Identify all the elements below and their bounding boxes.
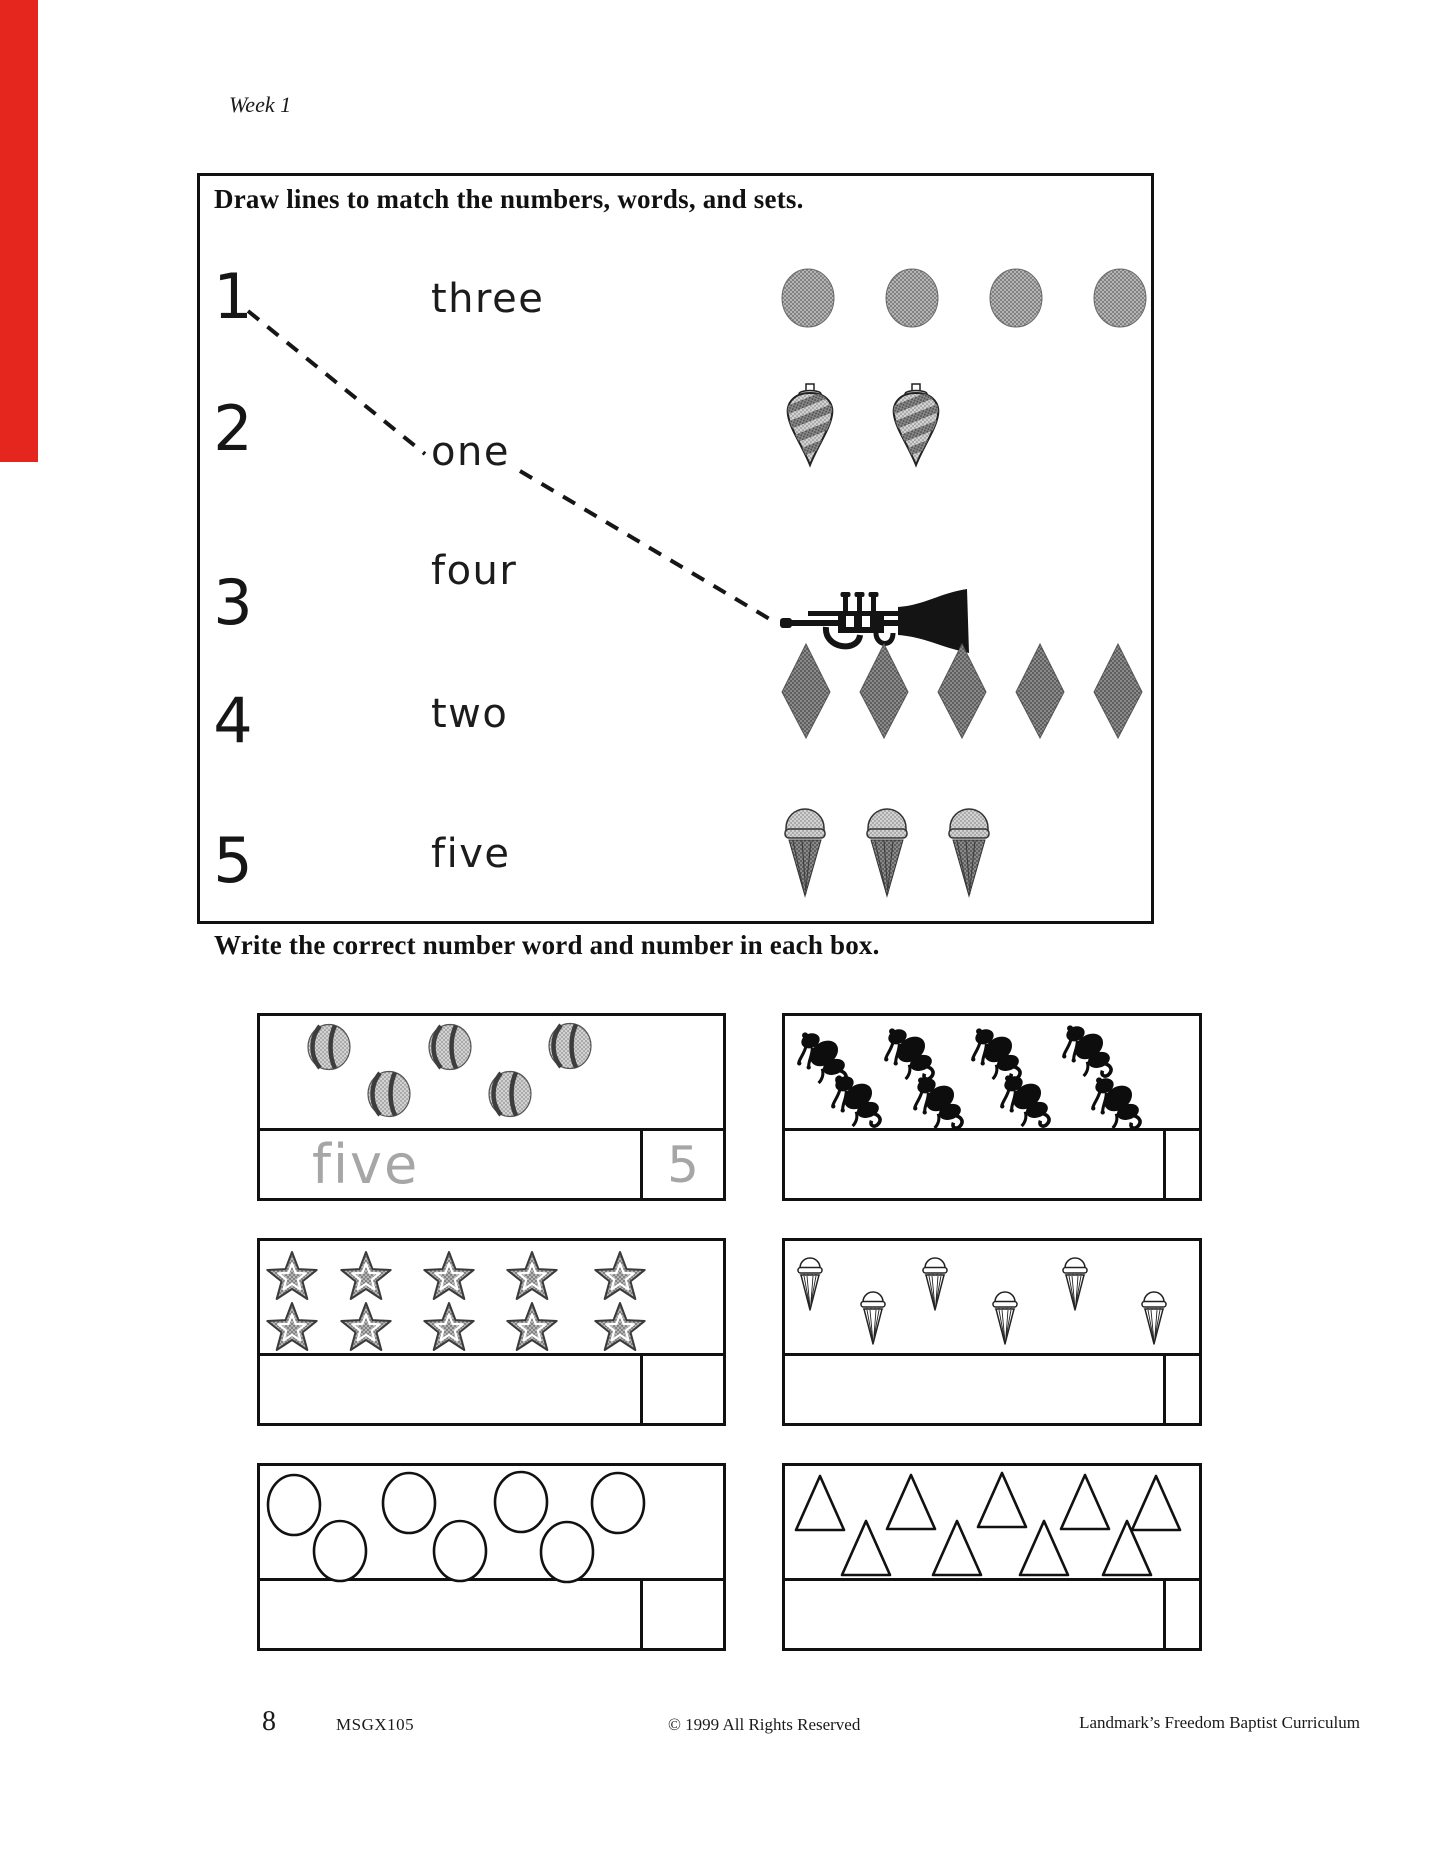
ball-icon: [988, 267, 1044, 329]
frog-icon: [1091, 1074, 1145, 1130]
set-icecreams[interactable]: [780, 796, 994, 900]
matching-section: [197, 173, 1154, 924]
answer-strip: [785, 1578, 1199, 1648]
star-icon: [422, 1250, 476, 1302]
count-box-circles: [257, 1463, 726, 1651]
frog-icon: [913, 1074, 967, 1130]
circle-icon: [380, 1470, 438, 1536]
objects-area-triangles: [785, 1466, 1199, 1578]
diamond-icon: [780, 642, 832, 740]
match-word-three[interactable]: three: [431, 276, 545, 322]
spinning-top-icon: [886, 383, 946, 469]
triangle-icon: [839, 1518, 893, 1578]
week-label: Week 1: [229, 92, 292, 117]
diamond-icon: [1014, 642, 1066, 740]
circle-icon: [589, 1470, 647, 1536]
ice-cream-cone-icon: [1062, 1254, 1088, 1312]
spinning-top-icon: [780, 383, 840, 469]
page-footer: [0, 1706, 1445, 1746]
baseball-icon: [487, 1070, 533, 1118]
ice-cream-cone-icon: [1141, 1288, 1167, 1346]
triangle-icon: [1100, 1518, 1154, 1578]
page-number: 8: [262, 1706, 276, 1737]
baseball-icon: [427, 1023, 473, 1071]
count-box-stars: [257, 1238, 726, 1426]
answer-strip: [785, 1128, 1199, 1198]
frog-icon: [884, 1025, 938, 1081]
traced-word-answer: five: [312, 1132, 420, 1196]
ice-cream-cone-icon: [992, 1288, 1018, 1346]
match-number-5[interactable]: 5: [213, 824, 253, 897]
star-icon: [265, 1250, 319, 1302]
count-box-baseballs: [257, 1013, 726, 1201]
ice-cream-cone-icon: [922, 1254, 948, 1312]
objects-area-icecreams: [785, 1241, 1199, 1353]
objects-area-frogs: [785, 1016, 1199, 1128]
set-spinning-tops[interactable]: [780, 383, 946, 469]
copyright-text: © 1999 All Rights Reserved: [668, 1715, 861, 1734]
matching-title: Draw lines to match the numbers, words, and sets.: [214, 184, 804, 214]
diamond-icon: [936, 642, 988, 740]
triangle-icon: [930, 1518, 984, 1578]
star-icon: [593, 1301, 647, 1353]
star-icon: [505, 1301, 559, 1353]
match-number-1[interactable]: 1: [213, 260, 253, 333]
star-icon: [265, 1301, 319, 1353]
match-number-4[interactable]: 4: [213, 684, 253, 757]
match-number-3[interactable]: 3: [213, 566, 253, 639]
word-answer-cell[interactable]: [785, 1356, 1163, 1423]
ball-icon: [1092, 267, 1148, 329]
ice-cream-cone-icon: [797, 1254, 823, 1312]
star-icon: [593, 1250, 647, 1302]
word-answer-cell[interactable]: [785, 1131, 1163, 1198]
star-icon: [422, 1301, 476, 1353]
answer-strip: [260, 1353, 723, 1423]
match-word-five[interactable]: five: [431, 831, 511, 877]
star-icon: [339, 1250, 393, 1302]
triangle-icon: [1017, 1518, 1071, 1578]
word-answer-cell[interactable]: [785, 1581, 1163, 1648]
match-word-four[interactable]: four: [431, 548, 518, 594]
write-section-title: Write the correct number word and number in each box.: [214, 930, 880, 960]
objects-area-circles: [260, 1466, 723, 1578]
baseball-icon: [547, 1022, 593, 1070]
number-answer-cell[interactable]: [1163, 1131, 1199, 1198]
star-icon: [505, 1250, 559, 1302]
ice-cream-icon: [944, 796, 994, 900]
answer-strip: [785, 1353, 1199, 1423]
diamond-icon: [1092, 642, 1144, 740]
word-answer-cell[interactable]: [260, 1356, 640, 1423]
objects-area-baseballs: [260, 1016, 723, 1128]
number-answer-cell[interactable]: [640, 1356, 723, 1423]
number-answer-cell[interactable]: [1163, 1581, 1199, 1648]
catalog-code: MSGX105: [336, 1715, 415, 1734]
frog-icon: [1000, 1072, 1054, 1128]
match-word-one[interactable]: one: [431, 429, 510, 475]
baseball-icon: [306, 1023, 352, 1071]
number-answer-cell[interactable]: [640, 1131, 723, 1198]
number-answer-cell[interactable]: [1163, 1356, 1199, 1423]
ice-cream-icon: [780, 796, 830, 900]
match-word-two[interactable]: two: [431, 691, 509, 737]
count-box-icecreams: [782, 1238, 1202, 1426]
match-number-2[interactable]: 2: [213, 392, 253, 465]
traced-number-answer: 5: [667, 1135, 699, 1194]
publisher-text: Landmark’s Freedom Baptist Curriculum: [1079, 1713, 1360, 1732]
frog-icon: [831, 1072, 885, 1128]
word-answer-cell[interactable]: [260, 1131, 640, 1198]
word-answer-cell[interactable]: [260, 1581, 640, 1648]
scan-red-stripe: [0, 0, 38, 462]
answer-strip: [260, 1128, 723, 1198]
set-balls[interactable]: [780, 267, 1148, 329]
objects-area-stars: [260, 1241, 723, 1353]
baseball-icon: [366, 1070, 412, 1118]
star-icon: [339, 1301, 393, 1353]
diamond-icon: [858, 642, 910, 740]
circle-icon: [311, 1518, 369, 1584]
answer-strip: [260, 1578, 723, 1648]
circle-icon: [538, 1519, 596, 1585]
ball-icon: [780, 267, 836, 329]
frog-icon: [1062, 1022, 1116, 1078]
circle-icon: [431, 1518, 489, 1584]
ball-icon: [884, 267, 940, 329]
count-box-frogs: [782, 1013, 1202, 1201]
ice-cream-icon: [862, 796, 912, 900]
count-box-triangles: [782, 1463, 1202, 1651]
set-diamonds[interactable]: [780, 642, 1144, 740]
number-answer-cell[interactable]: [640, 1581, 723, 1648]
ice-cream-cone-icon: [860, 1288, 886, 1346]
